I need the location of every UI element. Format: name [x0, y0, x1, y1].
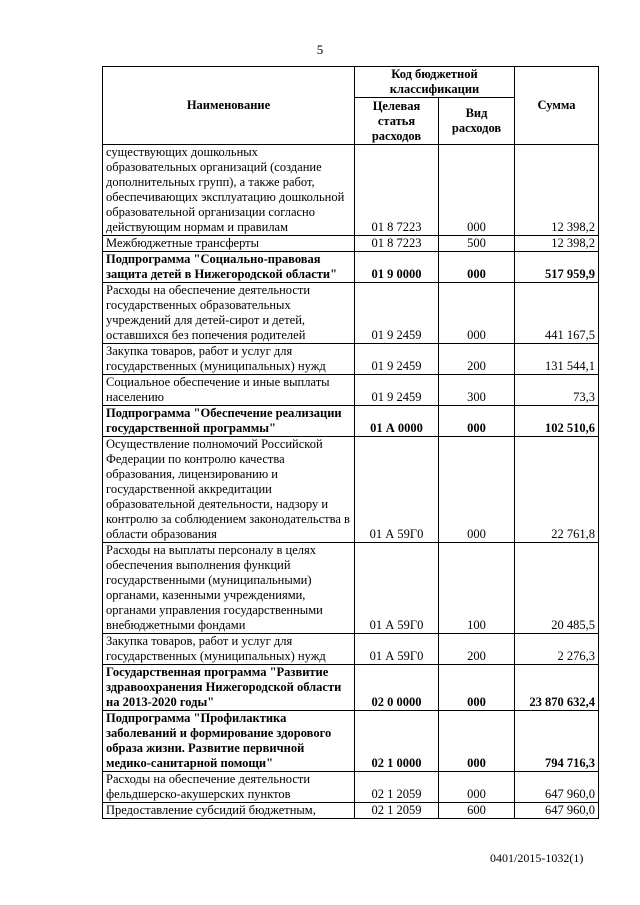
row-expense-type: 000 — [439, 665, 515, 711]
row-expense-type: 200 — [439, 344, 515, 375]
row-expense-type: 600 — [439, 803, 515, 819]
row-name: Расходы на обеспечение деятельности государственных образовательных учреждений для детей-сирот и детей, оставшихся без попечения родителей — [103, 283, 355, 344]
row-target-article: 01 9 2459 — [355, 344, 439, 375]
row-target-article: 01 А 59Г0 — [355, 437, 439, 543]
row-amount: 23 870 632,4 — [515, 665, 599, 711]
table-row — [103, 437, 599, 543]
row-target-article: 01 9 2459 — [355, 283, 439, 344]
row-amount: 647 960,0 — [515, 772, 599, 803]
row-name: Предоставление субсидий бюджетным, — [103, 803, 355, 819]
row-target-article: 01 А 59Г0 — [355, 634, 439, 665]
row-target-article: 01 9 2459 — [355, 375, 439, 406]
table-row — [103, 375, 599, 406]
row-name: Закупка товаров, работ и услуг для государственных (муниципальных) нужд — [103, 344, 355, 375]
row-target-article: 01 А 59Г0 — [355, 543, 439, 634]
row-amount: 102 510,6 — [515, 406, 599, 437]
table-row — [103, 236, 599, 252]
row-name: Подпрограмма "Социально-правовая защита детей в Нижегородской области" — [103, 252, 355, 283]
row-target-article: 02 0 0000 — [355, 665, 439, 711]
row-target-article: 01 8 7223 — [355, 145, 439, 236]
table-row — [103, 665, 599, 711]
row-expense-type: 000 — [439, 437, 515, 543]
row-name: Закупка товаров, работ и услуг для государственных (муниципальных) нужд — [103, 634, 355, 665]
header-expense-type: Вид расходов — [439, 98, 515, 145]
row-amount: 441 167,5 — [515, 283, 599, 344]
row-amount: 131 544,1 — [515, 344, 599, 375]
table-row — [103, 283, 599, 344]
row-name: Подпрограмма "Профилактика заболеваний и формирование здорового образа жизни. Развитие первичной медико-санитарной помощи" — [103, 711, 355, 772]
row-expense-type: 000 — [439, 406, 515, 437]
header-budget-code: Код бюджетной классификации — [355, 67, 515, 98]
row-expense-type: 200 — [439, 634, 515, 665]
table-row — [103, 772, 599, 803]
row-name: существующих дошкольных образовательных организаций (создание дополнительных групп), а также работ, обеспечивающих эксплуатацию дошкольной образовательной организации согласно действующим нормам и правилам — [103, 145, 355, 236]
row-name: Расходы на обеспечение деятельности фельдшерско-акушерских пунктов — [103, 772, 355, 803]
row-amount: 647 960,0 — [515, 803, 599, 819]
row-name: Социальное обеспечение и иные выплаты населению — [103, 375, 355, 406]
table-row — [103, 145, 599, 236]
row-amount: 794 716,3 — [515, 711, 599, 772]
row-amount: 12 398,2 — [515, 145, 599, 236]
row-expense-type: 000 — [439, 252, 515, 283]
row-expense-type: 300 — [439, 375, 515, 406]
row-amount: 20 485,5 — [515, 543, 599, 634]
page-number: 5 — [316, 42, 324, 57]
row-name: Межбюджетные трансферты — [103, 236, 355, 252]
table-row — [103, 634, 599, 665]
table-row — [103, 344, 599, 375]
row-amount: 73,3 — [515, 375, 599, 406]
row-expense-type: 000 — [439, 283, 515, 344]
row-target-article: 02 1 0000 — [355, 711, 439, 772]
document-number: 0401/2015-1032(1) — [490, 851, 584, 865]
row-target-article: 01 9 0000 — [355, 252, 439, 283]
row-target-article: 01 А 0000 — [355, 406, 439, 437]
table-row — [103, 711, 599, 772]
row-name: Подпрограмма "Обеспечение реализации государственной программы" — [103, 406, 355, 437]
row-expense-type: 000 — [439, 711, 515, 772]
table-row — [103, 406, 599, 437]
row-name: Государственная программа "Развитие здравоохранения Нижегородской области на 2013-2020 годы" — [103, 665, 355, 711]
row-amount: 517 959,9 — [515, 252, 599, 283]
row-amount: 12 398,2 — [515, 236, 599, 252]
row-expense-type: 000 — [439, 145, 515, 236]
table-row — [103, 803, 599, 819]
row-expense-type: 100 — [439, 543, 515, 634]
row-amount: 2 276,3 — [515, 634, 599, 665]
row-target-article: 02 1 2059 — [355, 772, 439, 803]
header-amount: Сумма — [515, 67, 599, 145]
budget-table — [102, 66, 599, 819]
header-name: Наименование — [103, 67, 355, 145]
row-amount: 22 761,8 — [515, 437, 599, 543]
row-expense-type: 500 — [439, 236, 515, 252]
header-target-article: Целевая статья расходов — [355, 98, 439, 145]
row-name: Расходы на выплаты персоналу в целях обеспечения выполнения функций государственными (муниципальными) органами, казенными учреждениями, органами управления государственными внебюджетными фондами — [103, 543, 355, 634]
table-row — [103, 543, 599, 634]
table-row — [103, 252, 599, 283]
row-target-article: 01 8 7223 — [355, 236, 439, 252]
row-target-article: 02 1 2059 — [355, 803, 439, 819]
row-expense-type: 000 — [439, 772, 515, 803]
row-name: Осуществление полномочий Российской Федерации по контролю качества образования, лицензированию и государственной аккредитации образовательной деятельности, надзору и контролю за соблюдением законодательства в области образования — [103, 437, 355, 543]
